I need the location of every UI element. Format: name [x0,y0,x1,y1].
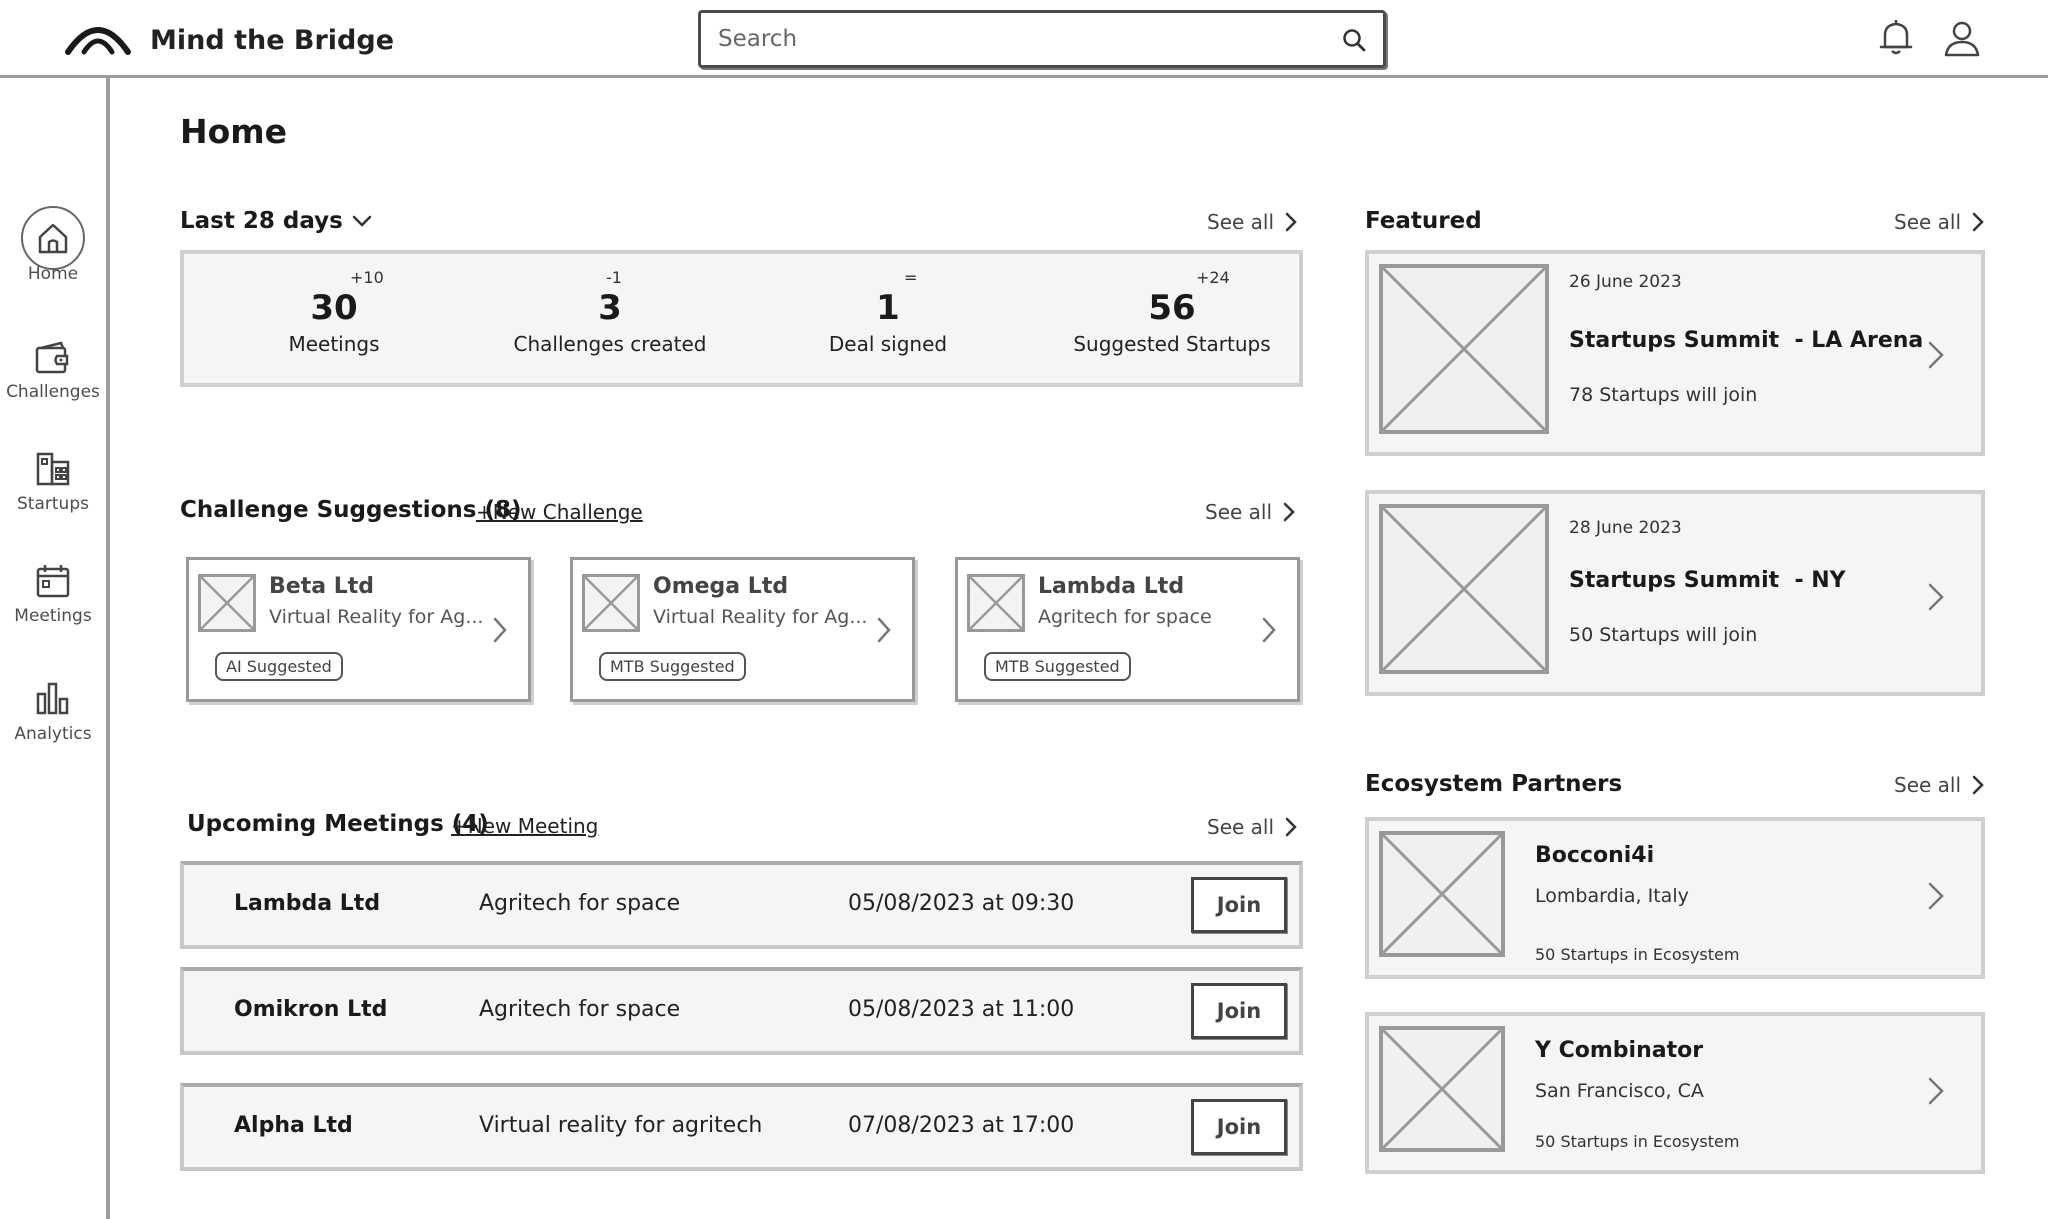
join-button[interactable]: Join [1191,983,1287,1039]
chevron-right-icon [1284,211,1298,233]
featured-see-all-link[interactable] [1894,210,1985,234]
card-title: Omega Ltd [653,574,789,599]
see-all-label: See all [1894,210,1962,234]
stat-deal-signed[interactable] [798,268,978,356]
suggestion-badge: AI Suggested [215,652,343,681]
challenge-card[interactable] [570,557,915,702]
join-button[interactable]: Join [1191,877,1287,933]
see-all-label: See all [1207,210,1275,234]
event-title: Startups Summit - NY [1569,568,1846,593]
sidebar-item-label: Meetings [14,606,92,626]
challenge-suggestions-title: Challenge Suggestions (8) [180,497,522,523]
chevron-down-icon [351,213,373,229]
stat-delta: -1 [606,268,622,287]
partner-name: Y Combinator [1535,1038,1704,1063]
partner-startup-count: 50 Startups in Ecosystem [1535,945,1740,964]
card-title: Lambda Ltd [1038,574,1185,599]
stat-challenges-created[interactable] [500,268,720,356]
sidebar-item-analytics[interactable] [0,680,106,744]
chevron-right-icon [1927,881,1945,911]
period-label: Last 28 days [180,208,343,234]
image-placeholder-icon [1379,264,1549,434]
meeting-row[interactable] [180,861,1303,949]
chevron-right-icon [1927,582,1945,612]
challenge-card[interactable] [955,557,1300,702]
partner-startup-count: 50 Startups in Ecosystem [1535,1132,1740,1151]
new-meeting-link[interactable]: +New Meeting [451,814,599,838]
sidebar-nav [0,78,110,1219]
search-bar [698,10,1386,68]
chevron-right-icon [1261,616,1277,644]
meeting-datetime: 05/08/2023 at 11:00 [848,997,1075,1022]
card-title: Beta Ltd [269,574,374,599]
stat-value: 30 [310,288,358,328]
featured-event-card[interactable] [1365,250,1985,456]
top-header [0,0,2048,78]
stat-delta: +24 [1196,268,1230,287]
card-description: Virtual Reality for Ag... [269,606,484,628]
image-placeholder-icon [1379,831,1505,957]
search-icon[interactable] [1341,27,1367,53]
see-all-label: See all [1207,815,1275,839]
partner-card[interactable] [1365,817,1985,979]
event-date: 26 June 2023 [1569,272,1682,292]
meeting-row[interactable] [180,1083,1303,1171]
sidebar-item-startups[interactable] [0,450,106,514]
new-challenge-link[interactable]: +New Challenge [476,500,643,524]
building-icon [33,450,73,488]
meeting-company: Omikron Ltd [234,997,388,1022]
partner-location: San Francisco, CA [1535,1080,1704,1102]
stat-label: Deal signed [828,332,948,356]
stat-suggested-startups[interactable] [1052,268,1292,356]
brand-logo[interactable] [64,16,394,56]
chevron-right-icon [1971,774,1985,796]
image-placeholder-icon [1379,1026,1505,1152]
sidebar-item-challenges[interactable] [0,340,106,402]
meetings-see-all-link[interactable] [1207,815,1298,839]
meeting-company: Lambda Ltd [234,891,381,916]
active-indicator [21,206,85,270]
stat-value: 3 [598,288,622,328]
chevron-right-icon [1971,211,1985,233]
meeting-datetime: 05/08/2023 at 09:30 [848,891,1075,916]
ecosystem-partners-title: Ecosystem Partners [1365,771,1623,797]
upcoming-meetings-title: Upcoming Meetings (4) [187,811,489,837]
meeting-datetime: 07/08/2023 at 17:00 [848,1113,1075,1138]
see-all-label: See all [1205,500,1273,524]
home-icon [35,220,71,256]
card-description: Virtual Reality for Ag... [653,606,868,628]
partner-card[interactable] [1365,1012,1985,1174]
image-placeholder-icon [582,574,640,632]
stats-panel [180,250,1303,387]
stat-label: Suggested Startups [1073,332,1271,356]
stat-delta: +10 [350,268,384,287]
challenge-card[interactable] [186,557,531,702]
meeting-company: Alpha Ltd [234,1113,353,1138]
notification-bell-icon[interactable] [1876,18,1916,58]
event-attendance: 50 Startups will join [1569,624,1758,646]
image-placeholder-icon [1379,504,1549,674]
chevron-right-icon [876,616,892,644]
suggestion-badge: MTB Suggested [984,652,1131,681]
sidebar-item-home[interactable] [0,206,106,284]
period-dropdown[interactable] [180,208,373,234]
join-button[interactable]: Join [1191,1099,1287,1155]
challenges-see-all-link[interactable] [1205,500,1296,524]
stat-label: Challenges created [513,332,707,356]
stat-meetings[interactable] [244,268,424,356]
suggestion-badge: MTB Suggested [599,652,746,681]
search-input[interactable] [701,13,1301,65]
chevron-right-icon [1927,1076,1945,1106]
stat-label: Meetings [288,332,380,356]
card-description: Agritech for space [1038,606,1212,628]
event-date: 28 June 2023 [1569,518,1682,538]
image-placeholder-icon [967,574,1025,632]
meeting-topic: Agritech for space [479,891,681,916]
image-placeholder-icon [198,574,256,632]
event-attendance: 78 Startups will join [1569,384,1758,406]
partners-see-all-link[interactable] [1894,773,1985,797]
sidebar-item-label: Analytics [14,724,92,744]
meeting-topic: Virtual reality for agritech [479,1113,763,1138]
stats-see-all-link[interactable] [1207,210,1298,234]
partner-name: Bocconi4i [1535,843,1655,868]
chevron-right-icon [1284,816,1298,838]
sidebar-item-label: Home [27,264,79,284]
featured-title: Featured [1365,208,1482,234]
chevron-right-icon [1282,501,1296,523]
sidebar-item-label: Startups [17,494,89,514]
user-profile-icon[interactable] [1942,18,1982,58]
chevron-right-icon [1927,340,1945,370]
event-title: Startups Summit - LA Arena [1569,328,1924,353]
page-title: Home [180,112,288,151]
chevron-right-icon [492,616,508,644]
sidebar-item-label: Challenges [6,382,100,402]
wallet-icon [33,340,73,376]
stat-value: 1 [876,288,900,328]
bar-chart-icon [33,680,73,718]
calendar-icon [33,562,73,600]
featured-event-card[interactable] [1365,490,1985,696]
stat-value: 56 [1148,288,1196,328]
bridge-logo-icon [64,16,132,56]
meeting-row[interactable] [180,967,1303,1055]
sidebar-item-meetings[interactable] [0,562,106,626]
partner-location: Lombardia, Italy [1535,885,1689,907]
meeting-topic: Agritech for space [479,997,681,1022]
brand-name: Mind the Bridge [150,24,395,56]
stat-delta: = [904,268,918,287]
see-all-label: See all [1894,773,1962,797]
